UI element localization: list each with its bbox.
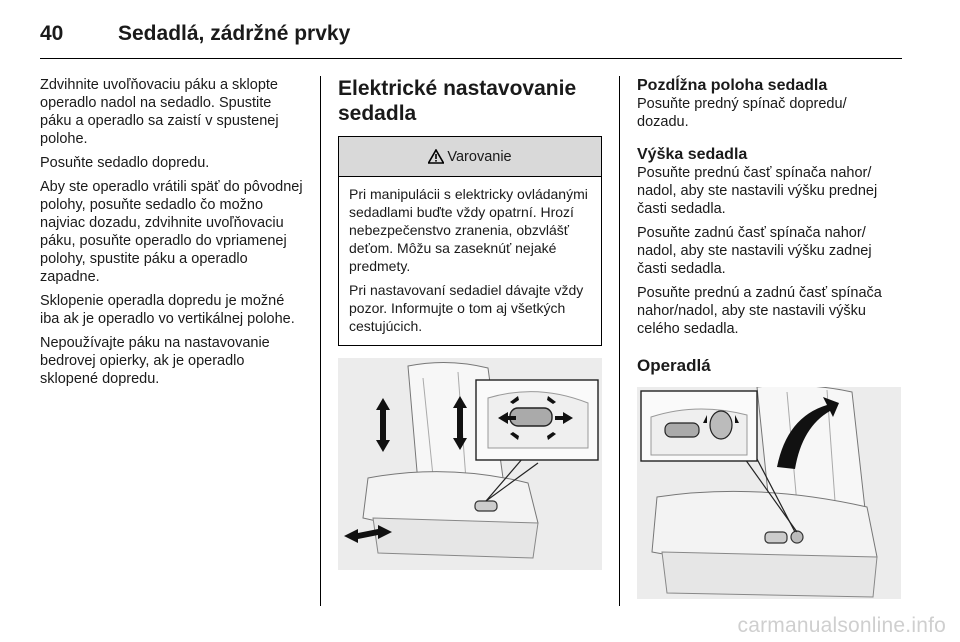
seat-drawing <box>338 358 602 570</box>
column-divider-2 <box>619 76 620 606</box>
column-middle <box>338 76 602 570</box>
paragraph: Posuňte prednú časť spínača nahor/ nadol, aby ste nastavili výšku prednej časti sedadla. <box>637 165 878 217</box>
page-number: 40 <box>40 22 64 45</box>
column-left <box>40 76 304 394</box>
warning-triangle-icon <box>428 149 444 164</box>
paragraph: Nepoužívajte páku na nastavovanie bedrovej opierky, ak je operadlo sklopené dopredu. <box>40 335 270 387</box>
section-heading-power-seat: Elektrické nastavovanie sedadla <box>338 77 577 125</box>
paragraph: Posuňte zadnú časť spínača nahor/ nadol, aby ste nastavili výšku zadnej časti sedadla. <box>637 225 872 277</box>
paragraph: Zdvihnite uvoľňovaciu páku a sklopte operadlo nadol na sedadlo. Spustite páku a operadlo sa zaistí v spustenej polohe. <box>40 77 279 147</box>
warning-box <box>338 136 602 346</box>
backrest-switch-illustration <box>637 387 901 599</box>
backrest-drawing <box>637 387 901 599</box>
warning-paragraph: Pri nastavovaní sedadiel dávajte vždy pozor. Informujte o tom aj všetkých cestujúcich. <box>349 282 584 334</box>
page-title: Sedadlá, zádržné prvky <box>118 22 351 45</box>
column-divider-1 <box>320 76 321 606</box>
warning-body <box>339 177 601 345</box>
warning-title: Varovanie <box>447 148 512 165</box>
paragraph: Aby ste operadlo vrátili späť do pôvodnej polohy, posuňte sedadlo čo možno najviac dozadu, zdvihnite uvoľňovaciu páku, posuňte operadlo do vpriamenej polohy, spustite páku a operadlo zapadne. <box>40 179 303 285</box>
section-heading-height: Výška sedadla <box>637 146 748 163</box>
column-right <box>637 76 902 599</box>
warning-header <box>339 137 601 177</box>
warning-paragraph: Pri manipulácii s elektricky ovládanými sedadlami buďte vždy opatrní. Hrozí nebezpečenstvo zranenia, obzvlášť deťom. Môžu sa zaseknúť nejaké predmety. <box>349 186 588 274</box>
power-seat-switch-illustration <box>338 358 602 570</box>
paragraph: Posuňte predný spínač dopredu/ dozadu. <box>637 96 847 130</box>
paragraph: Posuňte sedadlo dopredu. <box>40 155 210 171</box>
header-divider <box>40 58 902 59</box>
section-heading-longitudinal: Pozdĺžna poloha sedadla <box>637 77 828 94</box>
paragraph: Sklopenie operadla dopredu je možné iba ak je operadlo vo vertikálnej polohe. <box>40 293 295 327</box>
watermark: carmanualsonline.info <box>737 614 946 637</box>
section-heading-backrests: Operadlá <box>637 356 711 375</box>
page-header <box>40 16 350 52</box>
paragraph: Posuňte prednú a zadnú časť spínača nahor/nadol, aby ste nastavili výšku celého sedadla. <box>637 285 882 337</box>
